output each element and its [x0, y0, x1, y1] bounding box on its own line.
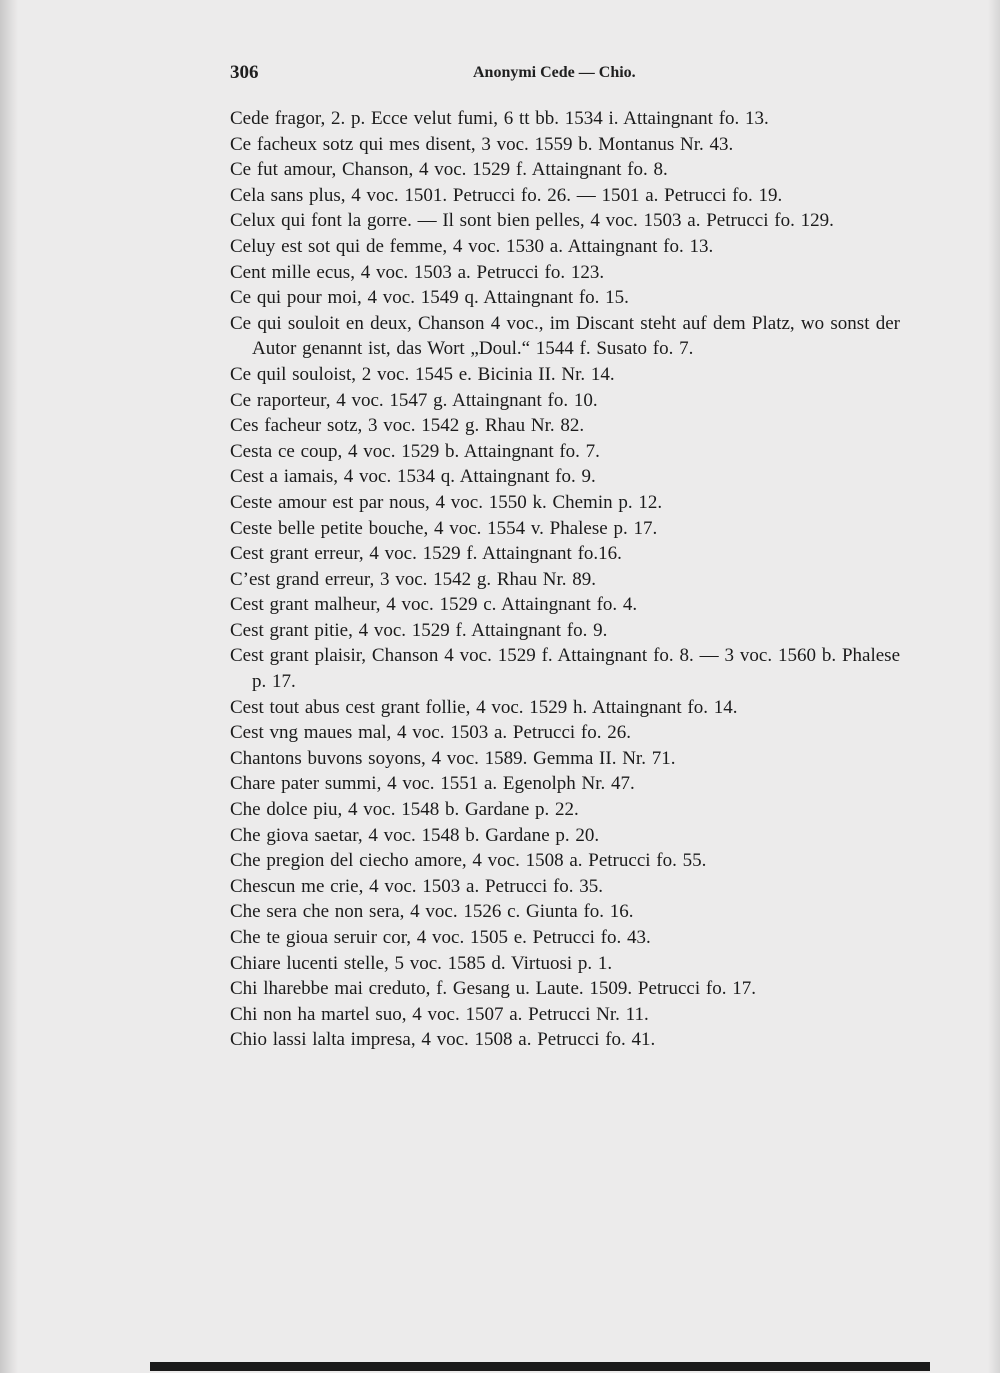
catalog-entry: Ces facheur sotz, 3 voc. 1542 g. Rhau Nr. 82. [230, 415, 585, 437]
catalog-entry: Chi lharebbe mai creduto, f. Gesang u. Laute. 1509. Petrucci fo. 17. [230, 978, 756, 1000]
catalog-entry: Cest a iamais, 4 voc. 1534 q. Attaingnant fo. 9. [230, 466, 596, 488]
catalog-entry: Ce qui pour moi, 4 voc. 1549 q. Attaingnant fo. 15. [230, 287, 629, 309]
catalog-entry: Cede fragor, 2. p. Ecce velut fumi, 6 tt bb. 1534 i. Attaingnant fo. 13. [230, 108, 769, 129]
page-header [230, 62, 670, 92]
catalog-entry: Cest grant malheur, 4 voc. 1529 c. Attaingnant fo. 4. [230, 594, 638, 616]
catalog-entry: Ceste belle petite bouche, 4 voc. 1554 v. Phalese p. 17. [230, 517, 658, 539]
catalog-entry: Chescun me crie, 4 voc. 1503 a. Petrucci fo. 35. [230, 875, 604, 897]
catalog-entry: Che te gioua seruir cor, 4 voc. 1505 e. Petrucci fo. 43. [230, 927, 651, 948]
catalog-entry: Cesta ce coup, 4 voc. 1529 b. Attaingnant fo. 7. [230, 440, 600, 462]
catalog-entry: Cela sans plus, 4 voc. 1501. Petrucci fo. 26. — 1501 a. Petrucci fo. 19. [230, 184, 783, 206]
catalog-entry: Cent mille ecus, 4 voc. 1503 a. Petrucci fo. 123. [230, 261, 605, 283]
bottom-rule [150, 1362, 930, 1371]
catalog-entry: Che pregion del ciecho amore, 4 voc. 1508 a. Petrucci fo. 55. [230, 850, 707, 872]
catalog-entry: Ce raporteur, 4 voc. 1547 g. Attaingnant fo. 10. [230, 389, 598, 411]
catalog-entry: Cest tout abus cest grant follie, 4 voc. 1529 h. Attaingnant fo. 14. [230, 696, 738, 718]
catalog-entry: Cest grant pitie, 4 voc. 1529 f. Attaingnant fo. 9. [230, 619, 608, 641]
page-number: 306 [230, 62, 259, 83]
catalog-entry: Ce facheux sotz qui mes disent, 3 voc. 1559 b. Montanus Nr. 43. [230, 133, 734, 155]
catalog-entry: Chare pater summi, 4 voc. 1551 a. Egenolph Nr. 47. [230, 773, 635, 795]
catalog-entry: Ce fut amour, Chanson, 4 voc. 1529 f. Attaingnant fo. 8. [230, 159, 668, 181]
catalog-entry: Ce qui souloit en deux, Chanson 4 voc., im Discant steht auf dem Platz, wo sonst der Autor genannt ist, das Wort „Doul.“ 1544 f. Susato fo. 7. [230, 312, 900, 360]
catalog-entry: Che dolce piu, 4 voc. 1548 b. Gardane p. 22. [230, 799, 579, 821]
catalog-entry: Cest grant plaisir, Chanson 4 voc. 1529 f. Attaingnant fo. 8. — 3 voc. 1560 b. Phalese p. 17. [230, 645, 900, 693]
catalog-entry: Celuy est sot qui de femme, 4 voc. 1530 a. Attaingnant fo. 13. [230, 235, 714, 257]
catalog-entry-list [230, 106, 900, 1053]
catalog-entry: Celux qui font la gorre. — Il sont bien pelles, 4 voc. 1503 a. Petrucci fo. 129. [230, 210, 834, 232]
catalog-entry: Chiare lucenti stelle, 5 voc. 1585 d. Virtuosi p. 1. [230, 952, 613, 974]
catalog-entry: Che sera che non sera, 4 voc. 1526 c. Giunta fo. 16. [230, 901, 634, 923]
catalog-entry: Chantons buvons soyons, 4 voc. 1589. Gemma II. Nr. 71. [230, 747, 676, 769]
catalog-entry: Chi non ha martel suo, 4 voc. 1507 a. Petrucci Nr. 11. [230, 1003, 649, 1025]
page-gutter [0, 0, 18, 1373]
catalog-entry: Ceste amour est par nous, 4 voc. 1550 k. Chemin p. 12. [230, 491, 663, 513]
catalog-entry: Chio lassi lalta impresa, 4 voc. 1508 a. Petrucci fo. 41. [230, 1029, 656, 1051]
page-edge [988, 0, 1000, 1373]
catalog-entry: Che giova saetar, 4 voc. 1548 b. Gardane p. 20. [230, 824, 600, 846]
catalog-entry: Ce quil souloist, 2 voc. 1545 e. Bicinia II. Nr. 14. [230, 363, 615, 385]
running-head: Anonymi Cede — Chio. [473, 64, 636, 81]
catalog-entry: Cest vng maues mal, 4 voc. 1503 a. Petrucci fo. 26. [230, 722, 632, 744]
catalog-entry: Cest grant erreur, 4 voc. 1529 f. Attaingnant fo.16. [230, 543, 622, 565]
catalog-entry: C’est grand erreur, 3 voc. 1542 g. Rhau Nr. 89. [230, 568, 596, 590]
